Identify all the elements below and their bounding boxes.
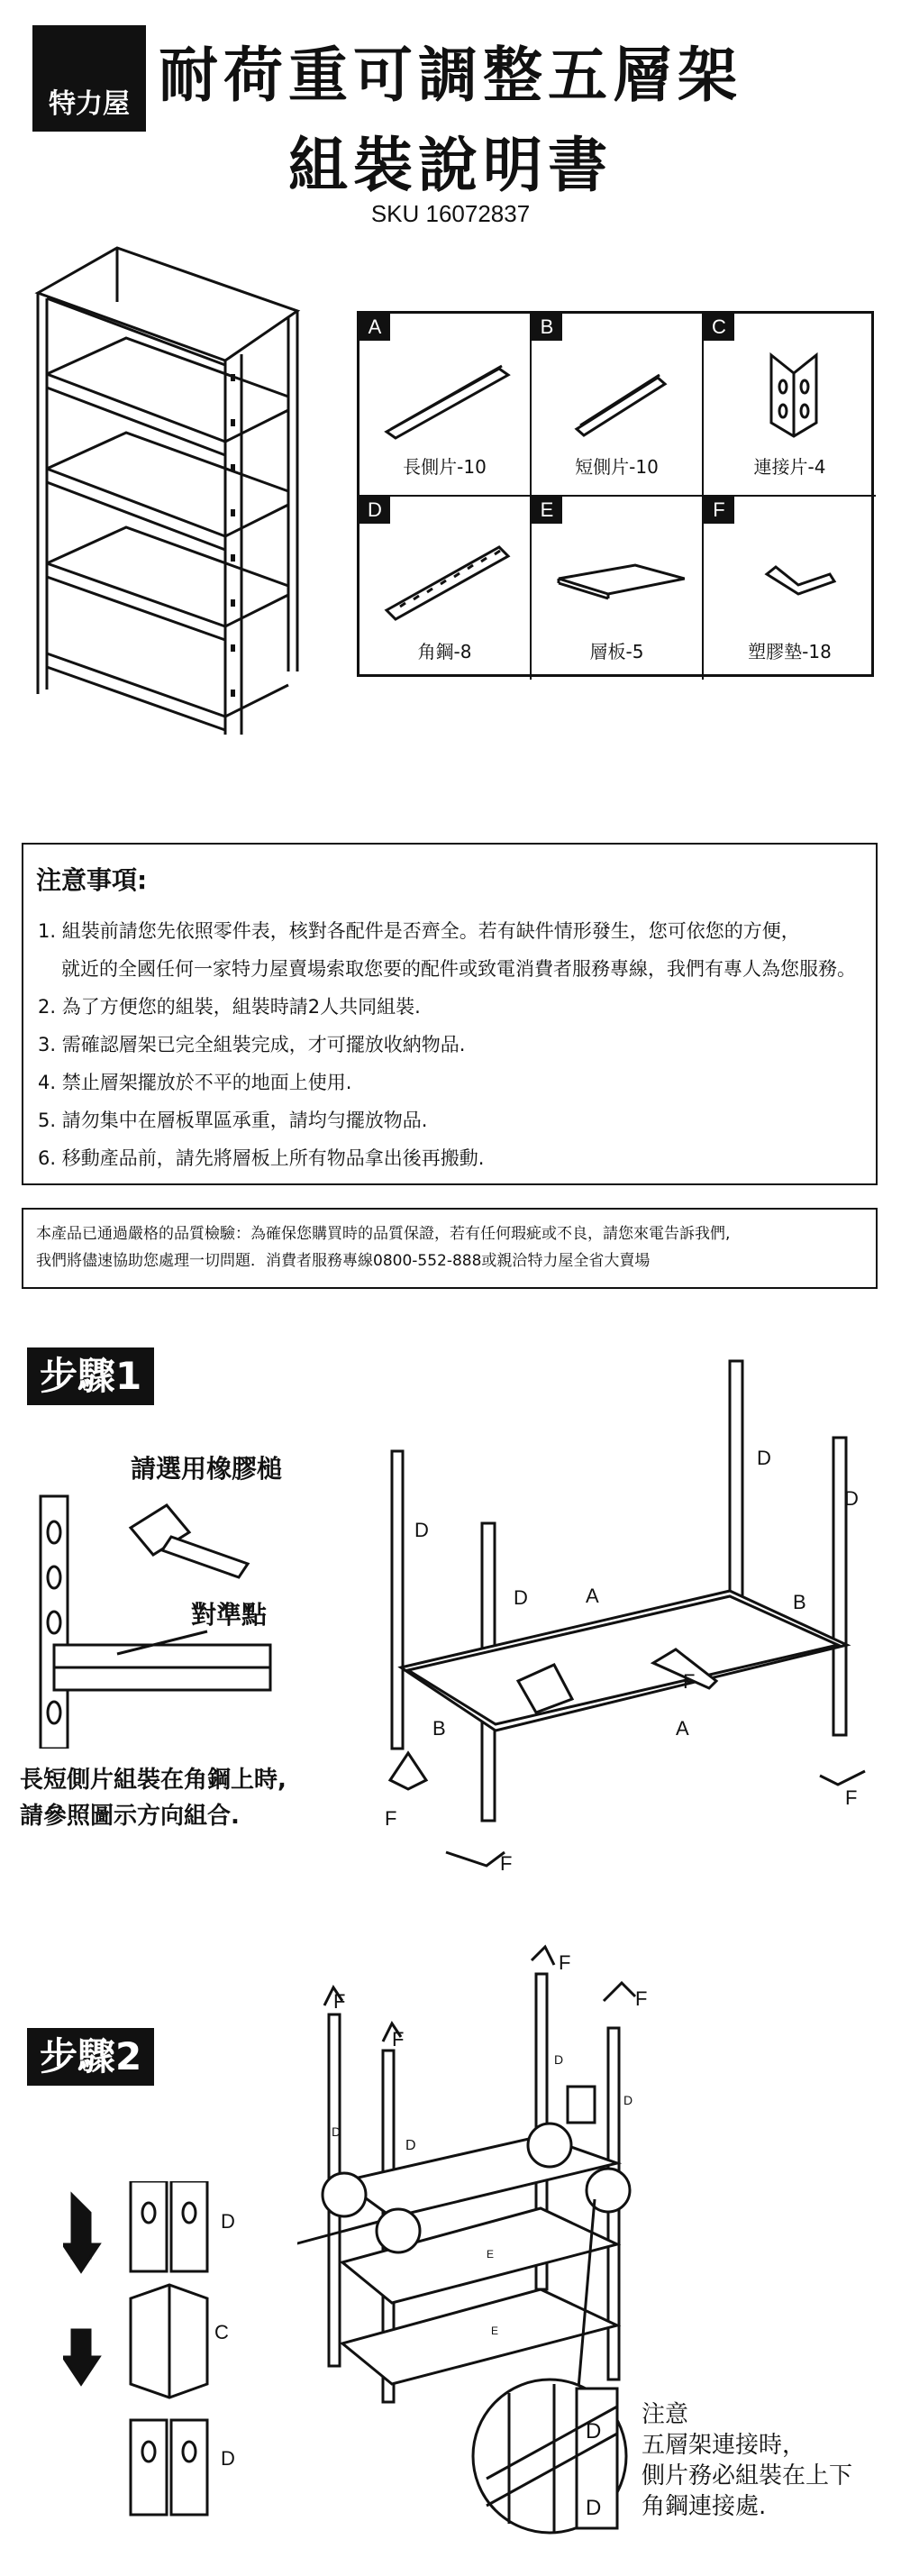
part-label-f: F [635, 1987, 648, 2010]
sku-label: SKU 16072837 [370, 200, 531, 227]
part-cell-f [704, 497, 876, 680]
part-label-d: D [332, 2124, 341, 2139]
title-line-1: 耐荷重可調整五層架 [159, 41, 742, 110]
part-label-d: D [405, 2138, 416, 2153]
part-label-d: D [844, 1487, 859, 1510]
part-label-b: B [793, 1591, 806, 1613]
step-1-instruction-1: 長短側片組裝在角鋼上時, [20, 1767, 287, 1794]
part-label-f: F [683, 1670, 696, 1693]
part-label-f: F [392, 2028, 405, 2051]
part-label-d: D [221, 2447, 235, 2470]
part-label-d: D [414, 1519, 429, 1541]
part-caption: 角鋼-8 [417, 641, 472, 662]
connector-plate-icon [722, 346, 857, 445]
note-item: 3. 需確認層架已完全組裝完成，才可擺放收納物品. [38, 1034, 466, 1055]
brand-name: 特力屋 [49, 88, 130, 120]
quality-line-1: 本產品已通過嚴格的品質檢驗：為確保您購買時的品質保證，若有任何瑕疵或不良，請您來電告訴我們, [36, 1225, 731, 1243]
step-1-label: 步驟1 [27, 1347, 154, 1405]
note-item: 4. 禁止層架擺放於不平的地面上使用. [38, 1072, 352, 1093]
part-label-d: D [586, 2419, 602, 2444]
part-letter: D [359, 497, 390, 524]
part-label-a: A [586, 1585, 599, 1607]
part-cell-a [359, 314, 532, 497]
part-caption: 短側片-10 [575, 456, 659, 478]
part-cell-e [532, 497, 704, 680]
note-item: 6. 移動產品前，請先將層板上所有物品拿出後再搬動. [38, 1147, 485, 1169]
step-2-label: 步驟2 [27, 2028, 154, 2086]
step-2-zoom-detail [469, 2370, 640, 2551]
part-label-d: D [221, 2210, 235, 2233]
part-label-f: F [333, 1990, 346, 2013]
quality-notice [22, 1208, 878, 1289]
step-2-shelf-illustration [297, 1938, 721, 2407]
parts-table [357, 311, 874, 677]
align-point-text: 對準點 [191, 1600, 268, 1630]
step-1-frame-illustration [347, 1347, 878, 1906]
part-cell-c [704, 314, 876, 497]
step-1-detail-illustration [18, 1478, 279, 1749]
part-label-f: F [845, 1786, 858, 1809]
note-item-continued: 就近的全國任何一家特力屋賣場索取您要的配件或致電消費者服務專線，我們有專人為您服務。 [61, 958, 856, 980]
short-side-rail-icon [550, 346, 685, 445]
part-letter: E [532, 497, 562, 524]
note-item: 2. 為了方便您的組裝，組裝時請2人共同組裝. [38, 996, 421, 1018]
shelf-board-icon [550, 529, 685, 628]
part-label-e: E [491, 2325, 499, 2337]
plastic-foot-icon [722, 529, 857, 628]
step-1-instruction-2: 請參照圖示方向組合. [20, 1803, 240, 1830]
part-label-d: D [554, 2052, 564, 2067]
note-line-4: 角鋼連接處. [642, 2493, 767, 2520]
note-item: 5. 請勿集中在層板單區承重，請均勻擺放物品. [38, 1110, 428, 1131]
part-caption: 層板-5 [589, 641, 644, 662]
part-label-f: F [385, 1807, 397, 1830]
long-side-rail-icon [378, 346, 513, 445]
part-label-d: D [757, 1447, 771, 1469]
step-2-note [642, 2399, 852, 2522]
note-line-1: 注意 [642, 2401, 689, 2428]
note-item: 1. 組裝前請您先依照零件表，核對各配件是否齊全。若有缺件情形發生，您可依您的方便， [38, 920, 800, 942]
part-letter: C [704, 314, 734, 341]
part-label-c: C [214, 2321, 229, 2343]
note-line-2: 五層架連接時， [642, 2432, 806, 2459]
note-line-3: 側片務必組裝在上下 [642, 2462, 853, 2489]
shelf-illustration [27, 239, 315, 744]
part-label-a: A [676, 1717, 689, 1740]
part-label-b: B [432, 1717, 446, 1740]
part-label-f: F [500, 1852, 513, 1875]
title-line-2: 組裝說明書 [288, 131, 613, 200]
part-label-e: E [487, 2248, 495, 2261]
brand-logo [32, 25, 146, 132]
step-2-connector-detail [63, 2181, 270, 2524]
part-caption: 連接片-4 [753, 456, 826, 478]
precautions-box [22, 843, 878, 1185]
part-label-d: D [586, 2496, 602, 2520]
part-letter: F [704, 497, 734, 524]
part-label-d: D [514, 1586, 528, 1609]
part-label-d: D [623, 2093, 633, 2107]
precautions-heading: 注意事項: [36, 865, 148, 895]
part-cell-b [532, 314, 704, 497]
part-letter: B [532, 314, 562, 341]
part-caption: 長側片-10 [403, 456, 487, 478]
corner-post-icon [378, 529, 513, 628]
part-caption: 塑膠墊-18 [748, 641, 832, 662]
part-letter: A [359, 314, 390, 341]
part-label-f: F [559, 1951, 571, 1974]
mallet-text: 請選用橡膠槌 [131, 1454, 283, 1484]
quality-line-2: 我們將儘速協助您處理一切問題．消費者服務專線0800-552-888或親洽特力屋全省大賣場 [36, 1252, 651, 1270]
part-cell-d [359, 497, 532, 680]
